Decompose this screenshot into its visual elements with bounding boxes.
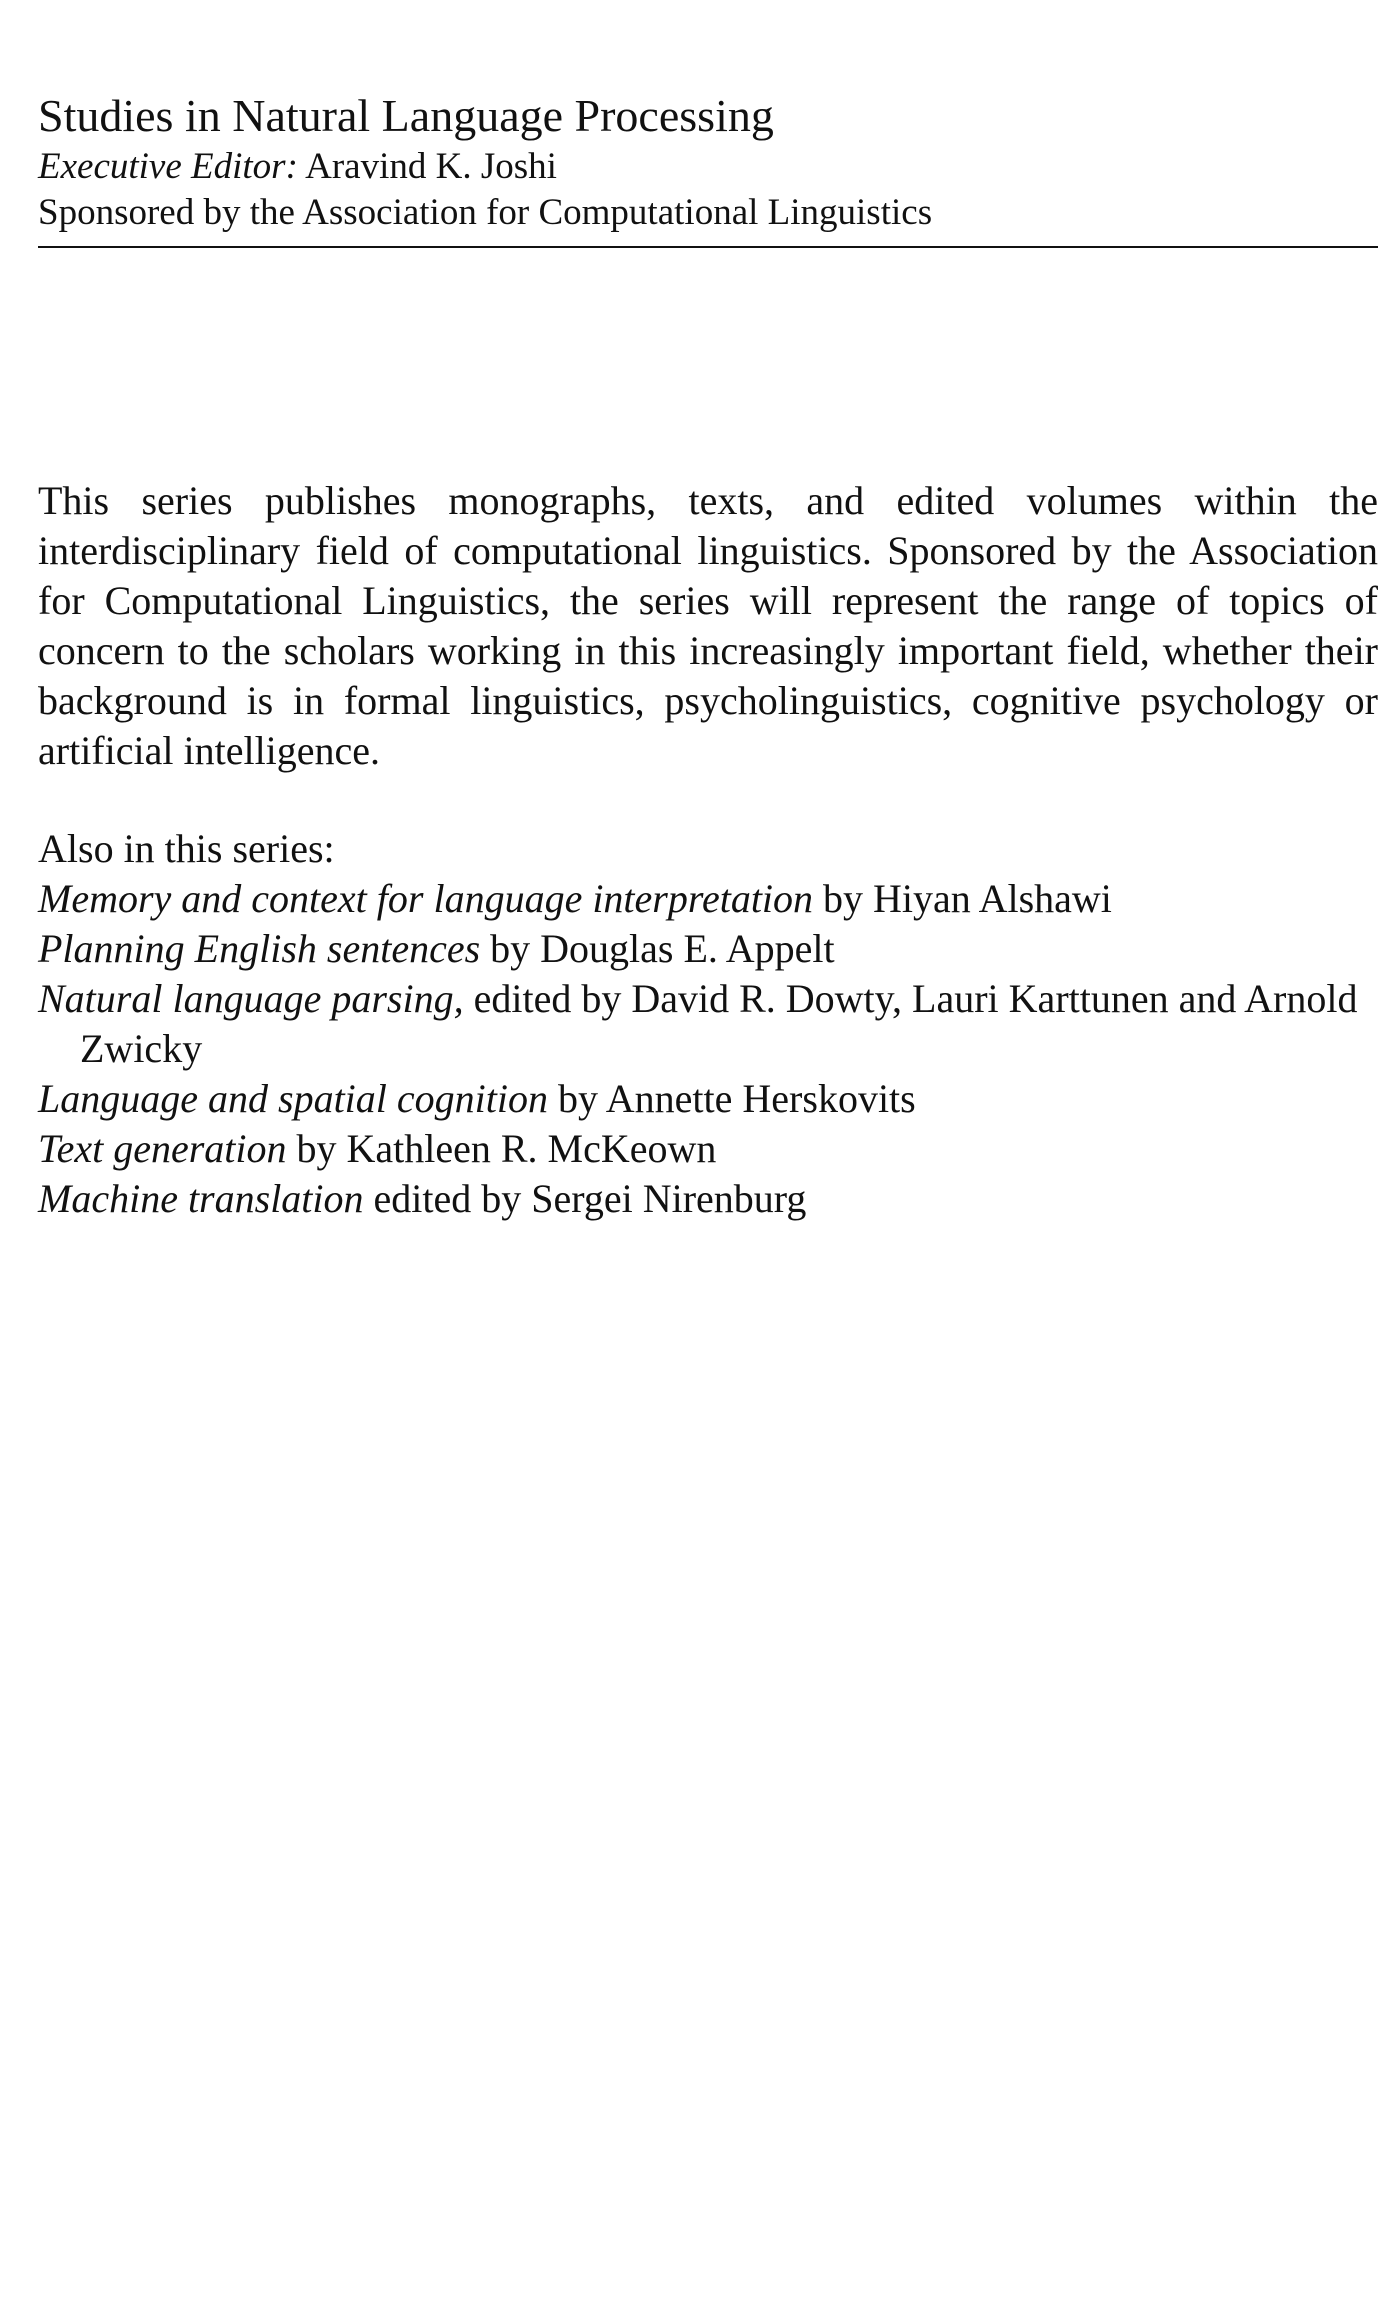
- executive-editor-line: [38, 144, 1378, 190]
- list-item: [38, 1074, 1378, 1124]
- book-title: Memory and context for language interpretation: [38, 876, 814, 921]
- list-item: [38, 924, 1378, 974]
- book-byline: by Kathleen R. McKeown: [286, 1126, 717, 1171]
- list-item: [38, 1174, 1378, 1224]
- also-heading: Also in this series:: [38, 826, 335, 871]
- series-title: Studies in Natural Language Processing: [38, 90, 774, 141]
- book-byline: edited by David R. Dowty, Lauri Karttunen and Arnold Zwicky: [80, 976, 1358, 1071]
- book-byline: by Annette Herskovits: [548, 1076, 916, 1121]
- series-header: [38, 88, 1378, 248]
- editor-label: Executive Editor:: [38, 146, 298, 187]
- book-list: [38, 874, 1378, 1224]
- sponsor-line: Sponsored by the Association for Computational Linguistics: [38, 192, 933, 233]
- book-title: Machine translation: [38, 1176, 364, 1221]
- book-byline: by Hiyan Alshawi: [813, 876, 1112, 921]
- editor-name: Aravind K. Joshi: [305, 146, 557, 187]
- book-title: Text generation: [38, 1126, 287, 1171]
- also-in-series: [38, 824, 1378, 1224]
- book-title: Language and spatial cognition: [38, 1076, 548, 1121]
- book-title: Natural language parsing,: [38, 976, 464, 1021]
- list-item: [38, 874, 1378, 924]
- book-title: Planning English sentences: [38, 926, 481, 971]
- header-divider: [38, 246, 1378, 248]
- list-item: [38, 1124, 1378, 1174]
- series-description: This series publishes monographs, texts, and edited volumes within the interdisciplinary field of computational linguistics. Sponsored by the Association for Computational Linguistics, the series will represent the range of topics of concern to the scholars working in this increasingly important field, whether their background is in formal linguistics, psycholinguistics, cognitive psychology or artificial intelligence.: [38, 478, 1378, 773]
- book-byline: edited by Sergei Nirenburg: [363, 1176, 807, 1221]
- list-item: [38, 974, 1378, 1074]
- book-byline: by Douglas E. Appelt: [480, 926, 835, 971]
